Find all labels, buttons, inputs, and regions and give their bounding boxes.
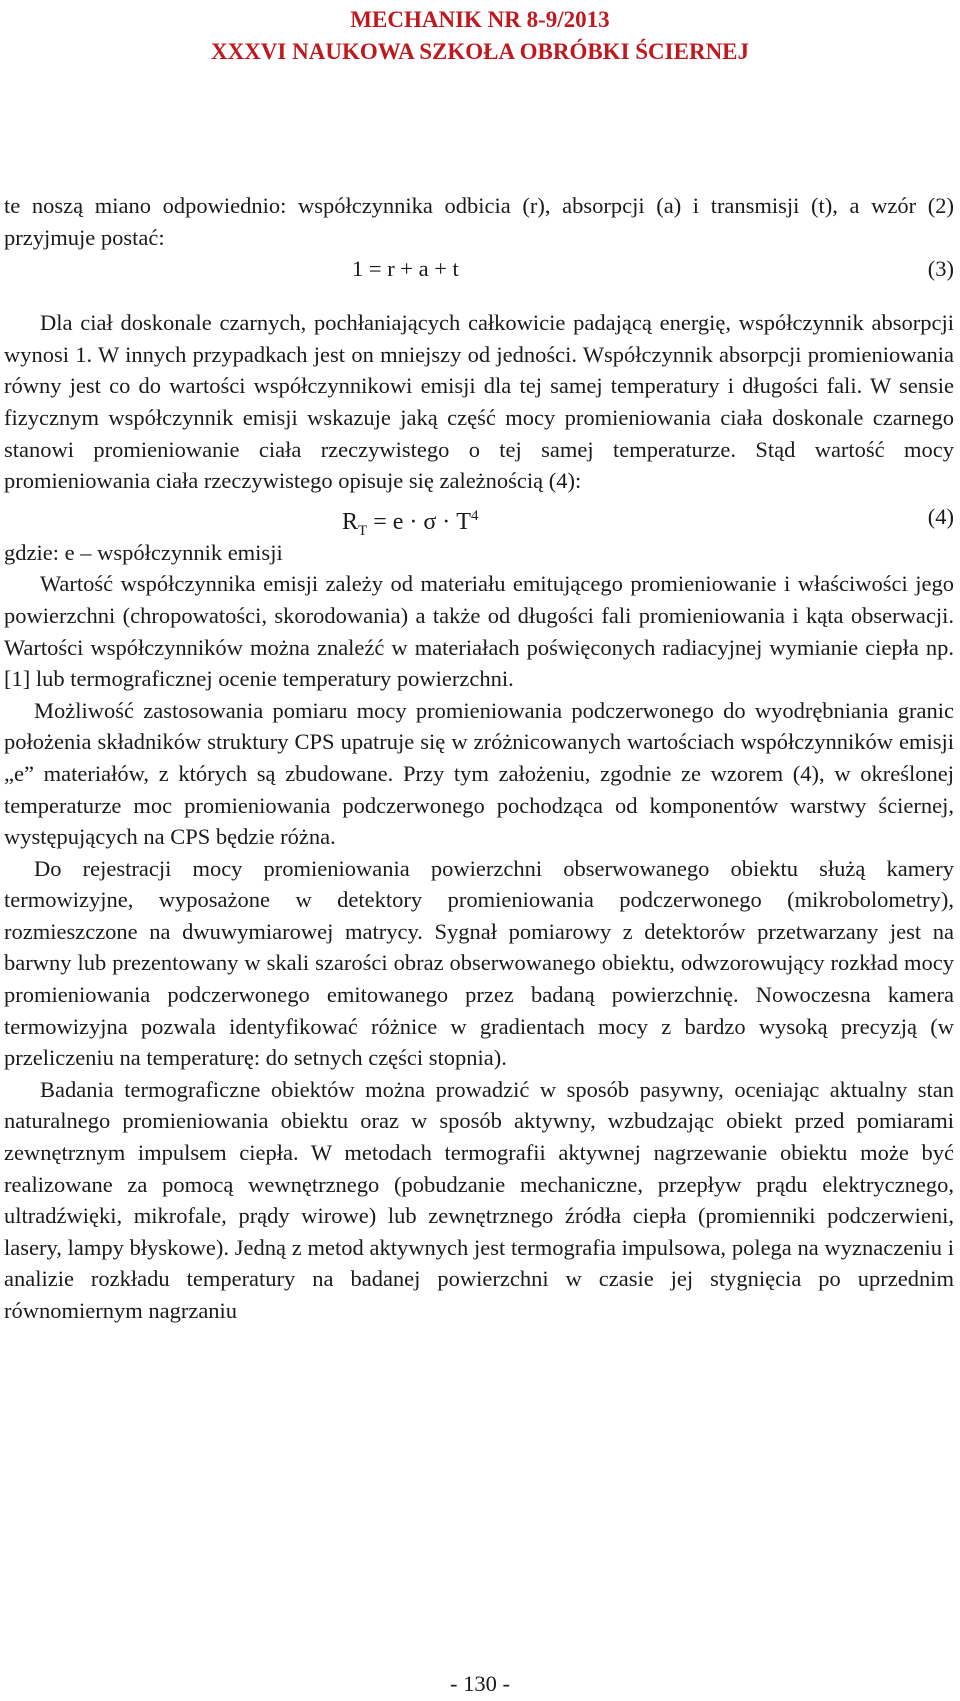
equation-4 xyxy=(4,497,954,537)
paragraph-5: Możliwość zastosowania pomiaru mocy promieniowania podczerwonego do wyodrębniania granic położenia składników struktury CPS upatruje się w zróżnicowanych wartościach współczynników emisji „e” materiałów, z których są zbudowane. Przy tym założeniu, zgodnie ze wzorem (4), w określonej temperaturze moc promieniowania podczerwonego pochodząca od komponentów warstwy ściernej, występujących na CPS będzie różna. xyxy=(4,697,954,850)
equation-3-formula: 1 = r + a + t xyxy=(352,256,459,282)
equation-4-lhs: R xyxy=(342,508,359,535)
equation-4-number: (4) xyxy=(927,503,954,529)
equation-3-number: (3) xyxy=(927,256,954,282)
paragraph-7: Badania termograficzne obiektów można prowadzić w sposób pasywny, oceniając aktualny stan naturalnego promieniowania obiektu oraz w sposób aktywny, wzbudzając obiekt przed pomiarami zewnętrznym impulsem ciepła. W metodach termografii aktywnej nagrzewanie obiektu może być realizowane za pomocą wewnętrznego (pobudzanie mechaniczne, przepływ prądu elektrycznego, ultradźwięki, mikrofale, prądy wirowe) lub zewnętrznego źródła ciepła (promienniki podczerwieni, lasery, lampy błyskowe). Jedną z metod aktywnych jest termografia impulsowa, polega na wyznaczeniu i analizie rozkładu temperatury na badanej powierzchni w czasie jej stygnięcia po uprzednim równomiernym nagrzaniu xyxy=(4,1076,954,1323)
equation-3 xyxy=(4,253,954,291)
article-body xyxy=(4,190,954,1327)
conference-title: XXXVI NAUKOWA SZKOŁA OBRÓBKI ŚCIERNEJ xyxy=(210,39,750,64)
equation-4-formula xyxy=(342,501,478,547)
page-number: - 130 - xyxy=(450,1671,510,1696)
journal-header xyxy=(0,4,960,68)
journal-title: MECHANIK NR 8-9/2013 xyxy=(350,7,610,32)
equation-4-subscript: T xyxy=(358,522,368,539)
paragraph-6: Do rejestracji mocy promieniowania powierzchni obserwowanego obiektu służą kamery termowizyjne, wyposażone w detektory promieniowania podczerwonego (mikrobolometry), rozmieszczone na dwuwymiarowej matrycy. Sygnał pomiarowy z detektorów przetwarzany jest na barwny lub prezentowany w skali szarości obraz obserwowanego obiektu, odwzorowujący rozkład mocy promieniowania podczerwonego emitowanego przez badaną powierzchnię. Nowoczesna kamera termowizyjna pozwala identyfikować różnice w gradientach mocy z bardzo wysoką precyzją (w przeliczeniu na temperaturę: do setnych części stopnia). xyxy=(4,855,954,1071)
equation-4-superscript: 4 xyxy=(470,507,479,524)
paragraph-2: Dla ciał doskonale czarnych, pochłaniających całkowicie padającą energię, współczynnik absorpcji wynosi 1. W innych przypadkach jest on mniejszy od jedności. Współczynnik absorpcji promieniowania równy jest co do wartości współczynnikowi emisji dla tej samej temperatury i długości fali. W sensie fizycznym współczynnik emisji wskazuje jaką część mocy promieniowania ciała doskonale czarnego stanowi promieniowanie ciała rzeczywistego o tej samej temperaturze. Stąd wartość mocy promieniowania ciała rzeczywistego opisuje się zależnością (4): xyxy=(4,310,954,494)
paragraph-3: gdzie: e – współczynnik emisji xyxy=(4,539,283,565)
paragraph-1: te noszą miano odpowiednio: współczynnika odbicia (r), absorpcji (a) i transmisji (t), a wzór (2) przyjmuje postać: xyxy=(4,193,954,250)
equation-4-rhs: = e · σ · T xyxy=(373,508,471,535)
paragraph-4: Wartość współczynnika emisji zależy od materiału emitującego promieniowanie i właściwości jego powierzchni (chropowatości, skorodowania) a także od długości fali promieniowania i kąta obserwacji. Wartości współczynników można znaleźć w materiałach poświęconych radiacyjnej wymianie ciepła np.[1] lub termograficznej ocenie temperatury powierzchni. xyxy=(4,571,954,692)
